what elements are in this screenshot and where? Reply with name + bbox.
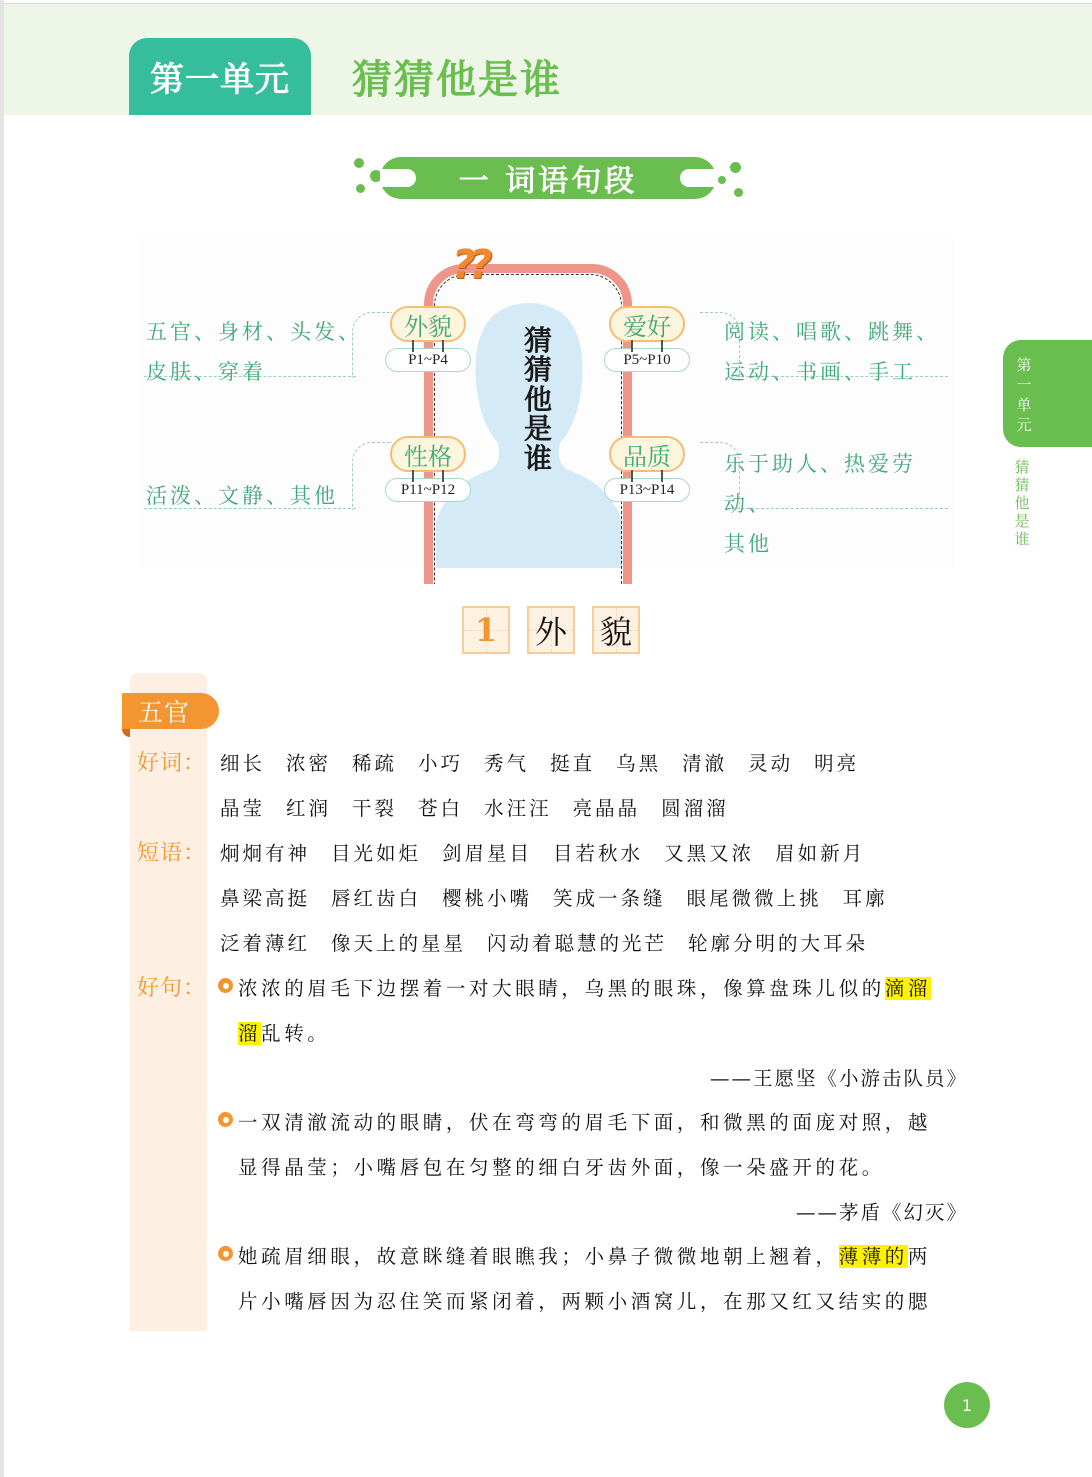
mind-map: [140, 238, 955, 568]
sentence-line: 她疏眉细眼，故意眯缝着眼瞧我；小鼻子微微地朝上翘着，薄薄的两: [238, 1245, 932, 1268]
node-pages: P1~P4: [385, 348, 471, 372]
section-title: 一 词语句段: [458, 164, 638, 199]
mindmap-node-hobbies: [609, 306, 685, 372]
node-label: 爱好: [609, 306, 685, 342]
mindmap-leaf-appearance: 五官、身材、头发、 皮肤、穿着: [146, 320, 362, 384]
good-words-label: 好词：: [137, 751, 207, 776]
good-words-row: 晶莹 红润 干裂 苍白 水汪汪 亮晶晶 圆溜溜: [220, 797, 729, 820]
page-number: 1: [944, 1382, 990, 1428]
highlighted-text: 薄薄的: [838, 1245, 908, 1268]
node-pages: P11~P12: [385, 478, 471, 502]
node-label: 性格: [390, 436, 466, 472]
phrases-label: 短语：: [137, 841, 207, 866]
highlighted-text: 溜: [238, 1022, 262, 1045]
page-edge: [0, 0, 4, 1477]
node-pages: P13~P14: [604, 478, 690, 502]
sentence-line: 溜乱转。: [238, 1022, 331, 1045]
lesson-number-box: 1: [462, 606, 510, 654]
highlighted-text: 滴溜: [884, 977, 932, 1000]
sentence-line: 一双清澈流动的眼睛，伏在弯弯的眉毛下面，和微黑的面庞对照，越: [238, 1111, 932, 1134]
connector-curve: [352, 442, 392, 510]
tag-fold: [122, 729, 130, 737]
good-words-row: 细长 浓密 稀疏 小巧 秀气 挺直 乌黑 清澈 灵动 明亮: [220, 752, 860, 775]
phrases-row: 鼻梁高挺 唇红齿白 樱桃小嘴 笑成一条缝 眼尾微微上挑 耳廓: [220, 887, 888, 910]
side-unit-title: 猜 猜 他 是 谁: [1014, 458, 1030, 548]
sentences-label: 好句：: [137, 976, 207, 1001]
question-marks-icon: ??: [452, 242, 487, 288]
sentence-line: 显得晶莹；小嘴唇包在匀整的细白牙齿外面，像一朵盛开的花。: [238, 1156, 885, 1179]
unit-label: 第一单元: [129, 38, 311, 115]
bullet-icon: [218, 978, 233, 993]
mindmap-leaf-hobbies: 阅读、唱歌、跳舞、 运动、书画、手工: [724, 320, 940, 384]
bullet-icon: [218, 1246, 233, 1261]
sentence-line: 片小嘴唇因为忍住笑而紧闭着，两颗小酒窝儿，在那又红又结实的腮: [238, 1290, 932, 1313]
category-tag: 五官: [122, 693, 219, 729]
mindmap-node-personality: [390, 436, 466, 502]
citation: ——茅盾《幻灭》: [795, 1201, 968, 1224]
mindmap-node-character: [609, 436, 685, 502]
mindmap-node-appearance: [390, 306, 466, 372]
lesson-heading: [462, 606, 640, 654]
unit-title: 猜猜他是谁: [352, 57, 562, 103]
phrases-row: 泛着薄红 像天上的星星 闪动着聪慧的光芒 轮廓分明的大耳朵: [220, 932, 869, 955]
node-label: 外貌: [390, 306, 466, 342]
bullet-icon: [218, 1112, 233, 1127]
citation: ——王愿坚《小游击队员》: [709, 1067, 968, 1090]
lesson-char-box: 外: [527, 606, 575, 654]
lesson-char-box: 貌: [592, 606, 640, 654]
sentence-line: 浓浓的眉毛下边摆着一对大眼睛，乌黑的眼珠，像算盘珠儿似的滴溜: [238, 977, 932, 1000]
phrases-row: 炯炯有神 目光如炬 剑眉星目 目若秋水 又黑又浓 眉如新月: [220, 842, 866, 865]
node-pages: P5~P10: [604, 348, 690, 372]
node-label: 品质: [609, 436, 685, 472]
mindmap-leaf-personality: 活泼、文静、其他: [146, 484, 338, 508]
mindmap-center-title: 猜 猜 他 是 谁: [523, 324, 552, 475]
mindmap-leaf-character: 乐于助人、热爱劳动、 其他: [724, 452, 916, 556]
section-banner: [350, 152, 746, 204]
side-unit-tab[interactable]: 第 一 单 元: [1003, 340, 1092, 447]
